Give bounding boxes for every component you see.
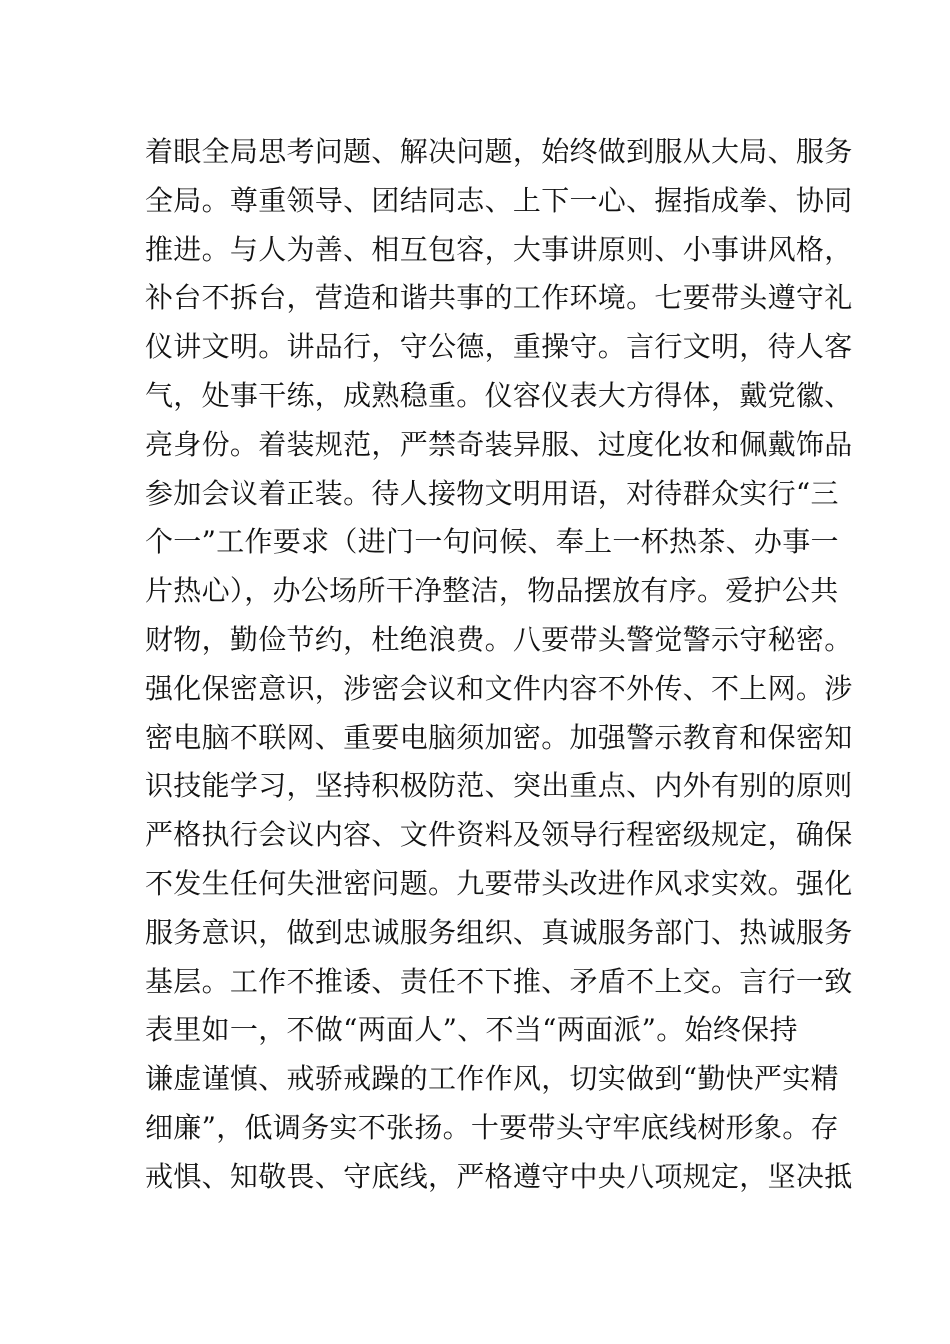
text-line: 亮身份。着装规范，严禁奇装异服、过度化妆和佩戴饰品 (145, 427, 853, 461)
text-line: 个一”工作要求（进门一句问候、奉上一杯热茶、办事一 (145, 525, 839, 559)
text-line: 识技能学习，坚持积极防范、突出重点、内外有别的原则 (145, 769, 853, 803)
text-line: 不发生任何失泄密问题。九要带头改进作风求实效。强化 (145, 866, 853, 900)
text-line: 细廉”，低调务实不张扬。十要带头守牢底线树形象。存 (145, 1110, 839, 1144)
text-line: 财物，勤俭节约，杜绝浪费。八要带头警觉警示守秘密。 (145, 622, 853, 656)
text-line: 补台不拆台，营造和谐共事的工作环境。七要带头遵守礼 (145, 281, 853, 315)
text-line: 严格执行会议内容、文件资料及领导行程密级规定，确保 (145, 818, 853, 852)
text-line: 推进。与人为善、相互包容，大事讲原则、小事讲风格， (145, 232, 853, 266)
text-line: 戒惧、知敬畏、守底线，严格遵守中央八项规定，坚决抵 (145, 1159, 853, 1193)
text-line: 表里如一，不做“两面人”、不当“两面派”。始终保持 (145, 1013, 798, 1047)
text-line: 着眼全局思考问题、解决问题，始终做到服从大局、服务 (145, 135, 853, 168)
text-line: 谦虚谨慎、戒骄戒躁的工作作风，切实做到“勤快严实精 (145, 1062, 839, 1096)
text-line: 仪讲文明。讲品行，守公德，重操守。言行文明，待人客 (145, 330, 853, 364)
text-line: 全局。尊重领导、团结同志、上下一心、握指成拳、协同 (145, 183, 853, 217)
text-line: 气，处事干练，成熟稳重。仪容仪表大方得体，戴党徽、 (145, 378, 853, 412)
text-line: 强化保密意识，涉密会议和文件内容不外传、不上网。涉 (145, 671, 853, 705)
text-line: 密电脑不联网、重要电脑须加密。加强警示教育和保密知 (145, 720, 853, 754)
body-text (145, 128, 853, 1202)
text-line: 参加会议着正装。待人接物文明用语，对待群众实行“三 (145, 476, 839, 510)
text-line: 基层。工作不推诿、责任不下推、矛盾不上交。言行一致 (145, 964, 853, 998)
text-line: 服务意识，做到忠诚服务组织、真诚服务部门、热诚服务 (145, 915, 853, 949)
text-line: 片热心），办公场所干净整洁，物品摆放有序。爱护公共 (145, 574, 839, 608)
